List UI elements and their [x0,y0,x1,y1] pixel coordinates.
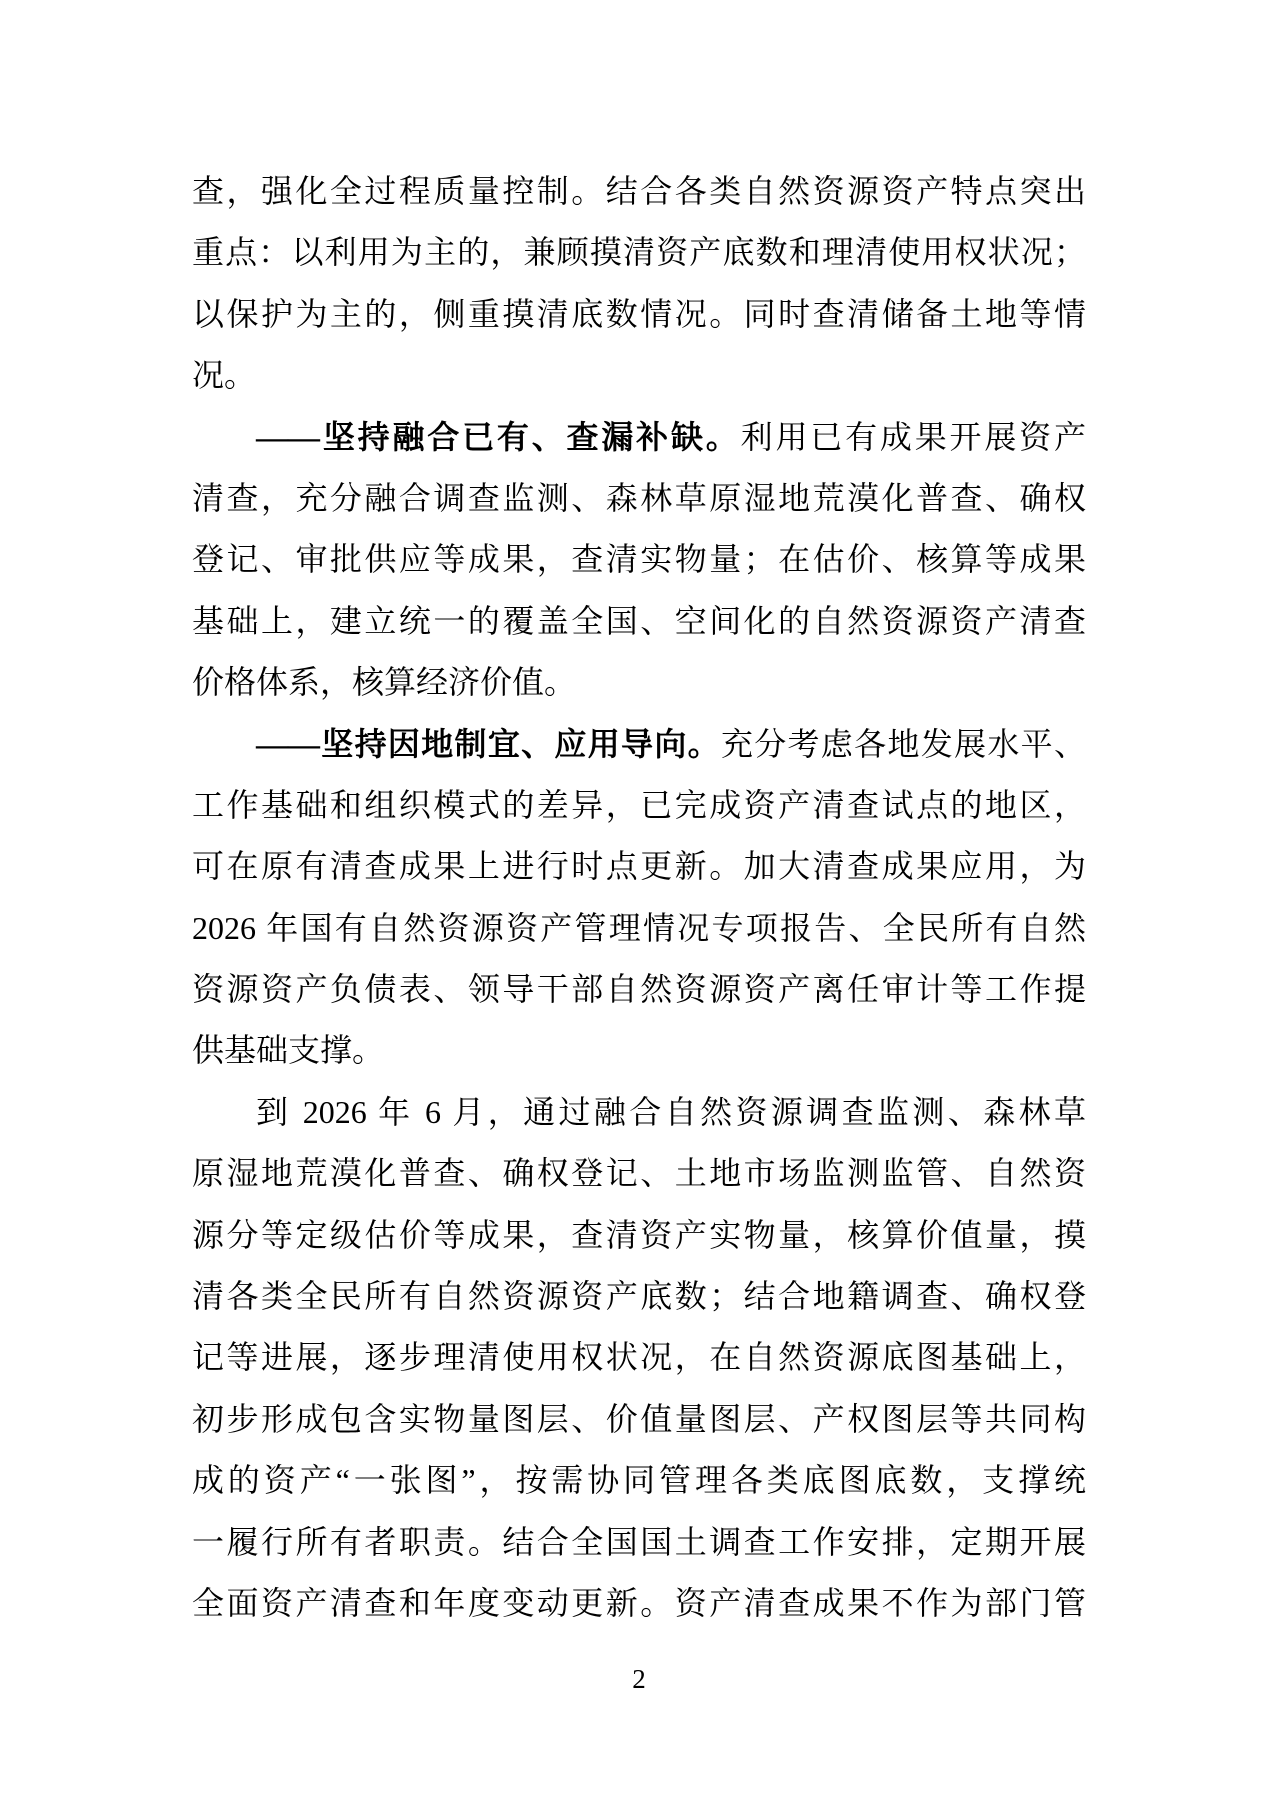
text-line [192,222,1086,283]
emphasis-text: ——坚持因地制宜、应用导向。 [256,725,721,762]
body-text: 基础上，建立统一的覆盖全国、空间化的自然资源资产清查 [192,602,1086,639]
text-line [192,836,1086,897]
text-line [192,1450,1086,1511]
body-text: 初步形成包含实物量图层、价值量图层、产权图层等共同构 [192,1400,1086,1437]
body-text: 以保护为主的，侧重摸清底数情况。同时查清储备土地等情 [192,295,1086,332]
text-line [192,1266,1086,1327]
body-text: 况。 [192,357,257,394]
page-number: 2 [632,1664,646,1694]
body-text: 利用已有成果开展资产 [740,418,1086,455]
text-line [192,345,1086,406]
text-line [192,1573,1086,1634]
body-text: 可在原有清查成果上进行时点更新。加大清查成果应用，为 [192,848,1086,885]
body-text: 原湿地荒漠化普查、确权登记、土地市场监测监管、自然资 [192,1155,1086,1192]
document-body [192,161,1086,1634]
body-text: 记等进展，逐步理清使用权状况，在自然资源底图基础上， [192,1339,1086,1376]
text-line [192,898,1086,959]
body-text: 2026 年国有自然资源资产管理情况专项报告、全民所有自然 [192,909,1086,946]
body-text: 一履行所有者职责。结合全国国土调查工作安排，定期开展 [192,1523,1086,1560]
text-line [192,591,1086,652]
text-line [192,407,1086,468]
text-line [192,714,1086,775]
text-line [192,468,1086,529]
text-line [192,161,1086,222]
body-text: 重点：以利用为主的，兼顾摸清资产底数和理清使用权状况； [192,234,1086,271]
page-footer [192,1664,1086,1695]
body-text: 到 2026 年 6 月，通过融合自然资源调查监测、森林草 [256,1093,1086,1130]
text-line [192,1143,1086,1204]
paragraph [192,714,1086,1082]
text-line [192,1205,1086,1266]
text-line [192,1389,1086,1450]
text-line [192,775,1086,836]
body-text: 清查，充分融合调查监测、森林草原湿地荒漠化普查、确权 [192,479,1086,516]
text-line [192,1020,1086,1081]
text-line [192,1082,1086,1143]
paragraph [192,1082,1086,1635]
text-line [192,1327,1086,1388]
body-text: 成的资产“一张图”，按需协同管理各类底图底数，支撑统 [192,1462,1086,1499]
body-text: 充分考虑各地发展水平、 [720,725,1086,762]
body-text: 供基础支撑。 [192,1032,385,1069]
emphasis-text: ——坚持融合已有、查漏补缺。 [256,418,741,455]
body-text: 登记、审批供应等成果，查清实物量；在估价、核算等成果 [192,541,1086,578]
paragraph [192,407,1086,714]
body-text: 源分等定级估价等成果，查清资产实物量，核算价值量，摸 [192,1216,1086,1253]
body-text: 查，强化全过程质量控制。结合各类自然资源资产特点突出 [192,173,1086,209]
body-text: 工作基础和组织模式的差异，已完成资产清查试点的地区， [192,786,1086,823]
body-text: 全面资产清查和年度变动更新。资产清查成果不作为部门管 [192,1584,1086,1621]
text-line [192,959,1086,1020]
text-line [192,284,1086,345]
paragraph [192,161,1086,407]
text-line [192,652,1086,713]
text-line [192,529,1086,590]
text-line [192,1512,1086,1573]
body-text: 价格体系，核算经济价值。 [192,664,577,701]
body-text: 资源资产负债表、领导干部自然资源资产离任审计等工作提 [192,971,1086,1008]
body-text: 清各类全民所有自然资源资产底数；结合地籍调查、确权登 [192,1278,1086,1315]
